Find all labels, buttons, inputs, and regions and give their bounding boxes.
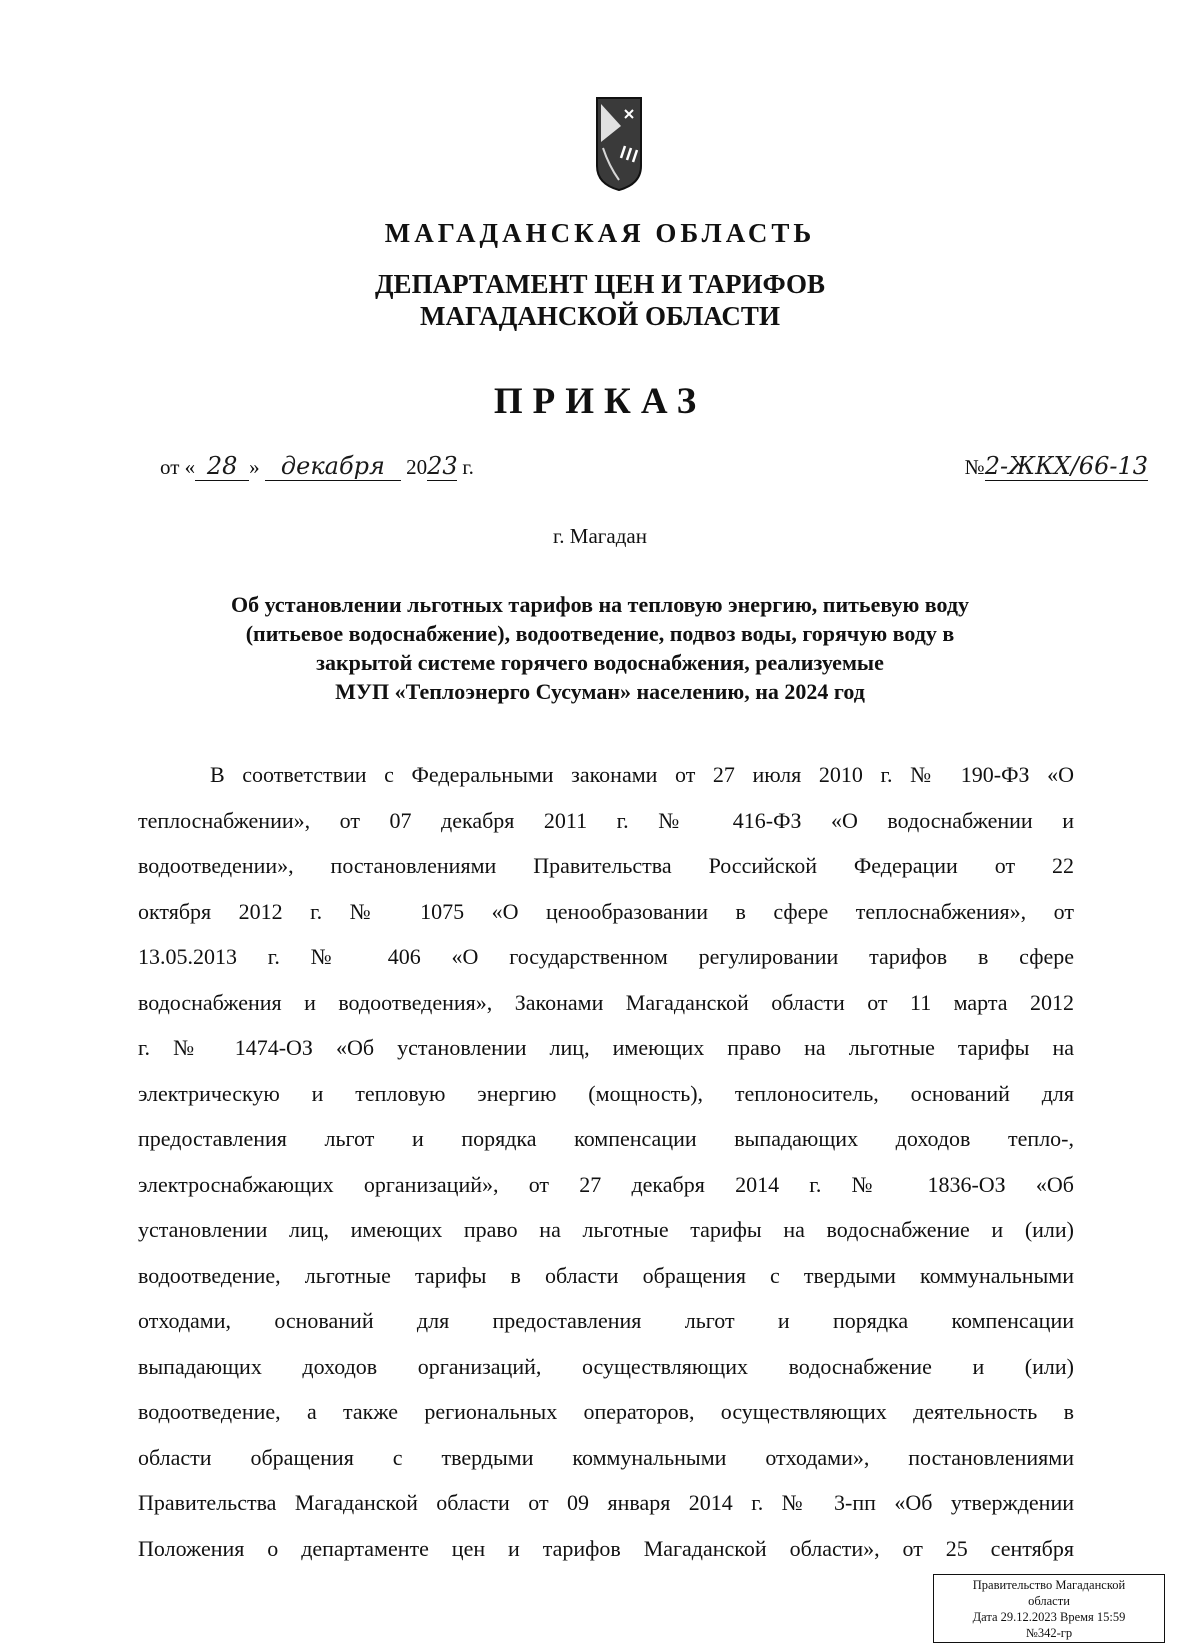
body-line: октября 2012 г. № 1075 «О ценообразовании в сфере теплоснабжения», от bbox=[138, 898, 1074, 924]
body-line: области обращения с твердыми коммунальными отходами», постановлениями bbox=[138, 1444, 1074, 1470]
stamp-line-4: №342-гр bbox=[1025, 1626, 1073, 1640]
title-line: (питьевое водоснабжение), водоотведение, подвоз воды, горячую воду в bbox=[245, 621, 955, 646]
date-prefix: от « bbox=[160, 455, 196, 479]
order-title bbox=[140, 590, 1060, 706]
coat-of-arms-icon bbox=[595, 96, 643, 192]
body-line: 13.05.2013 г. № 406 «О государственном регулировании тарифов в сфере bbox=[138, 944, 1074, 969]
date-year-postfix: г. bbox=[462, 455, 474, 479]
body-line: отходами, оснований для предоставления льгот и порядка компенсации bbox=[138, 1308, 1074, 1333]
title-line: Об установлении льготных тарифов на тепловую энергию, питьевую воду bbox=[231, 592, 969, 617]
department-title bbox=[0, 268, 1200, 332]
date-day: 28 bbox=[195, 452, 249, 481]
city-line: г. Магадан bbox=[553, 524, 647, 548]
body-line: Правительства Магаданской области от 09 января 2014 г. № 3-пп «Об утверждении bbox=[138, 1490, 1074, 1515]
body-line: выпадающих доходов организаций, осуществляющих водоснабжение и (или) bbox=[138, 1353, 1074, 1379]
title-line: закрытой системе горячего водоснабжения, реализуемые bbox=[316, 650, 884, 675]
stamp-line-3: Дата 29.12.2023 Время 15:59 bbox=[972, 1610, 1126, 1624]
region-title: МАГАДАНСКАЯ ОБЛАСТЬ bbox=[384, 218, 816, 248]
department-line-1: ДЕПАРТАМЕНТ ЦЕН И ТАРИФОВ bbox=[374, 269, 826, 299]
body-line: В соответствии с Федеральными законами от 27 июля 2010 г. № 190-ФЗ «О bbox=[210, 762, 1074, 787]
body-line: г. № 1474-ОЗ «Об установлении лиц, имеющих право на льготные тарифы на bbox=[138, 1035, 1074, 1060]
order-number bbox=[965, 452, 1148, 481]
body-line: водоотведении», постановлениями Правительства Российской Федерации от 22 bbox=[138, 853, 1074, 878]
date-year-prefix: 20 bbox=[406, 455, 428, 479]
body-line: водоснабжения и водоотведения», Законами Магаданской области от 11 марта 2012 bbox=[138, 989, 1074, 1015]
body-line: электрическую и тепловую энергию (мощность), теплоноситель, оснований для bbox=[138, 1080, 1074, 1106]
body-paragraph bbox=[138, 752, 1074, 1571]
body-line: предоставления льгот и порядка компенсации выпадающих доходов тепло-, bbox=[138, 1126, 1074, 1151]
order-date bbox=[160, 452, 474, 481]
number-value: 2-ЖКХ/66-13 bbox=[984, 452, 1148, 480]
body-line: теплоснабжении», от 07 декабря 2011 г. № 416-ФЗ «О водоснабжении и bbox=[138, 807, 1074, 833]
body-line: установлении лиц, имеющих право на льготные тарифы на водоснабжение и (или) bbox=[138, 1217, 1074, 1242]
registration-stamp bbox=[933, 1574, 1165, 1643]
body-line: электроснабжающих организаций», от 27 декабря 2014 г. № 1836-ОЗ «Об bbox=[138, 1171, 1074, 1197]
date-mid: » bbox=[249, 455, 260, 479]
number-prefix: № bbox=[964, 455, 985, 479]
stamp-line-1: Правительство Магаданской bbox=[972, 1578, 1126, 1592]
department-line-2: МАГАДАНСКОЙ ОБЛАСТИ bbox=[420, 301, 780, 331]
date-month: декабря bbox=[265, 452, 401, 481]
date-year-suffix: 23 bbox=[427, 452, 458, 480]
title-line: МУП «Теплоэнерго Сусуман» населению, на 2024 год bbox=[335, 679, 865, 704]
stamp-line-2: области bbox=[1028, 1594, 1070, 1608]
body-line: Положения о департаменте цен и тарифов Магаданской области», от 25 сентября bbox=[138, 1535, 1074, 1561]
body-line: водоотведение, льготные тарифы в области обращения с твердыми коммунальными bbox=[138, 1262, 1074, 1288]
document-type: ПРИКАЗ bbox=[493, 381, 707, 422]
body-line: водоотведение, а также региональных операторов, осуществляющих деятельность в bbox=[138, 1399, 1074, 1424]
